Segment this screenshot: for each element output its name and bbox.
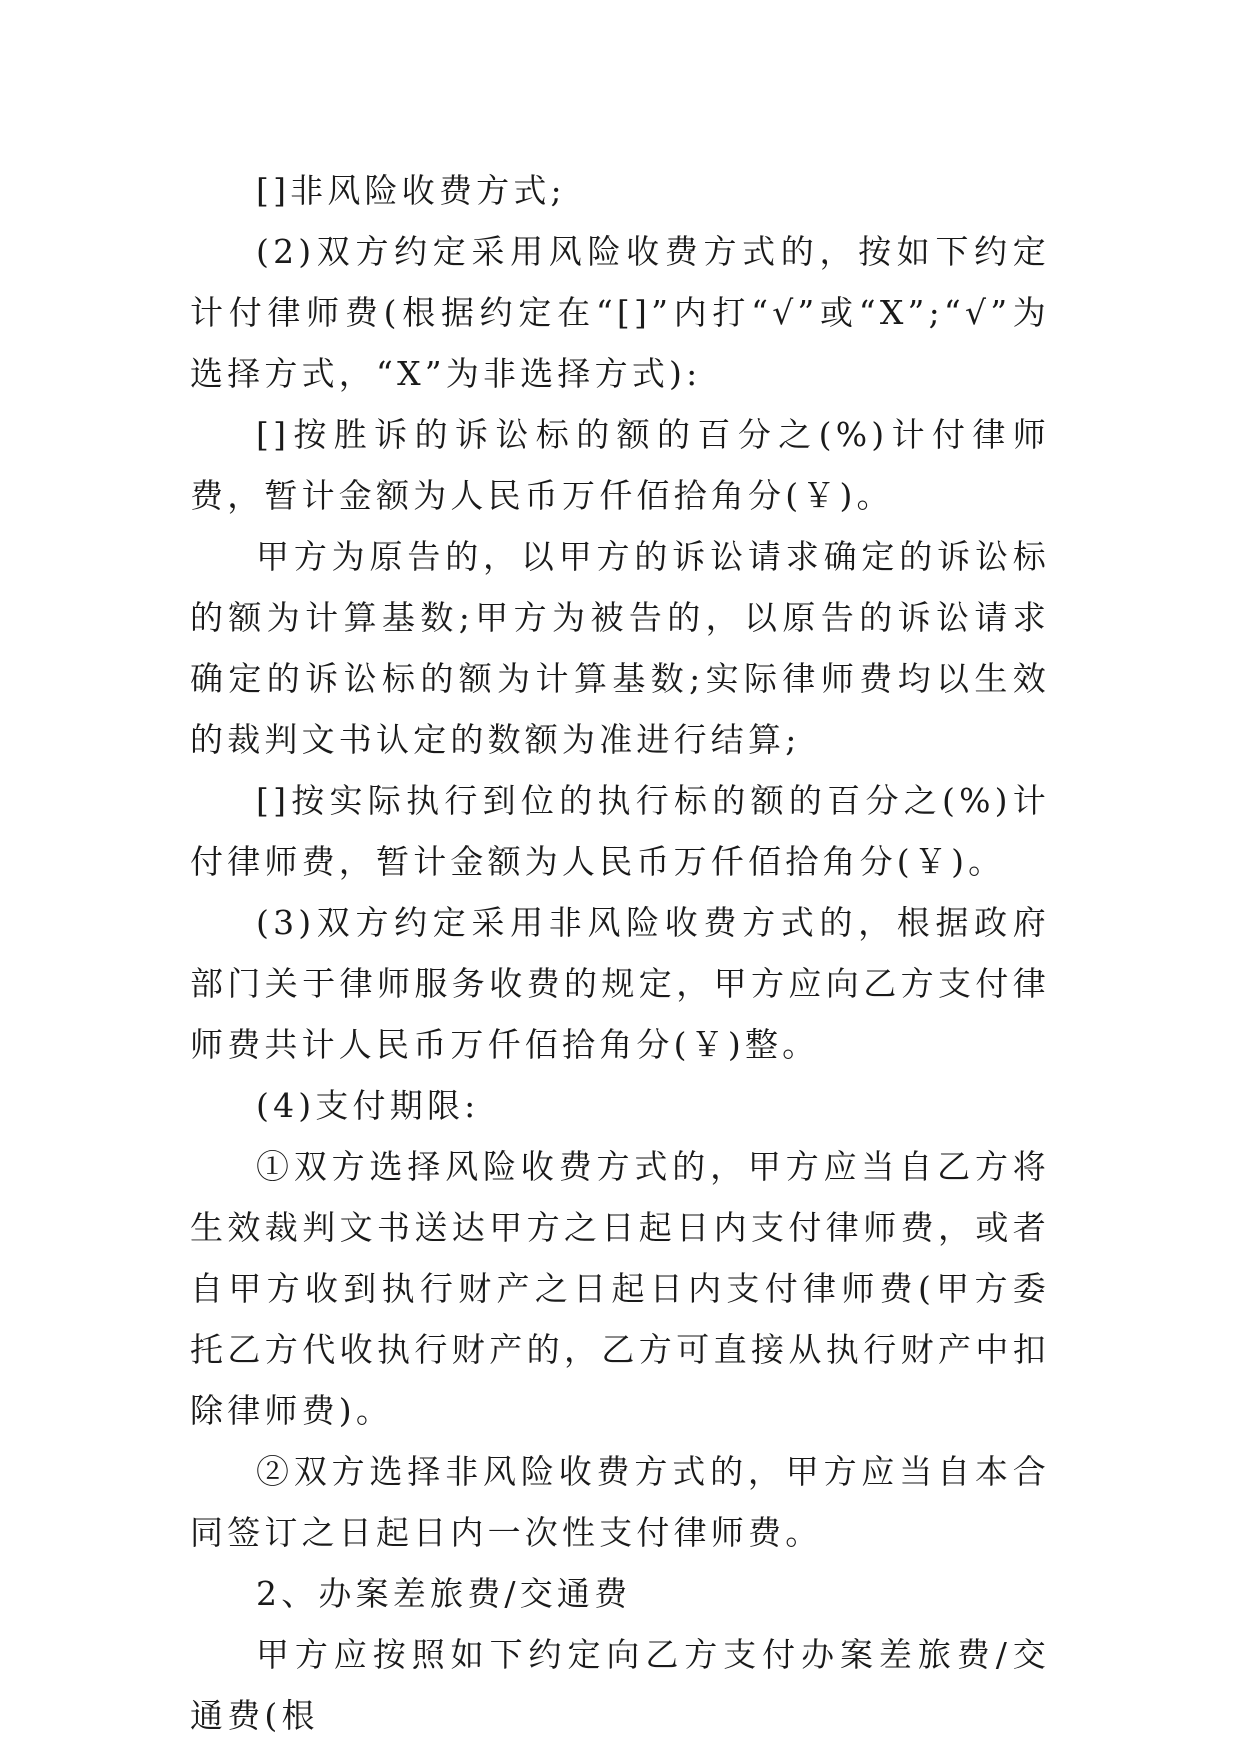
paragraph-non-risk-payment-deadline: ②双方选择非风险收费方式的，甲方应当自本合同签订之日起日内一次性支付律师费。 xyxy=(190,1452,1050,1552)
section-heading-travel-expenses: 2、办案差旅费/交通费 xyxy=(256,1574,632,1613)
paragraph-risk-fee-terms: (2)双方约定采用风险收费方式的，按如下约定计付律师费(根据约定在“[]”内打“√”或“X”;“√”为选择方式，“X”为非选择方式): xyxy=(190,232,1050,393)
paragraph-travel-expenses: 甲方应按照如下约定向乙方支付办案差旅费/交通费(根 xyxy=(190,1635,1050,1735)
paragraph-payment-deadline-heading: (4)支付期限: xyxy=(256,1086,480,1125)
paragraph-non-risk-fee-terms: (3)双方约定采用非风险收费方式的，根据政府部门关于律师服务收费的规定，甲方应向乙方支付律师费共计人民币万仟佰拾角分(￥)整。 xyxy=(190,903,1050,1064)
paragraph-calculation-basis: 甲方为原告的，以甲方的诉讼请求确定的诉讼标的额为计算基数;甲方为被告的，以原告的诉讼请求确定的诉讼标的额为计算基数;实际律师费均以生效的裁判文书认定的数额为准进行结算; xyxy=(190,537,1050,759)
paragraph-non-risk-fee-option: []非风险收费方式; xyxy=(256,171,566,210)
paragraph-execution-percentage-option: []按实际执行到位的执行标的额的百分之(%)计付律师费，暂计金额为人民币万仟佰拾角分(￥)。 xyxy=(190,781,1050,881)
paragraph-risk-payment-deadline: ①双方选择风险收费方式的，甲方应当自乙方将生效裁判文书送达甲方之日起日内支付律师费，或者自甲方收到执行财产之日起日内支付律师费(甲方委托乙方代收执行财产的，乙方可直接从执行财产中扣除律师费)。 xyxy=(190,1147,1050,1430)
document-page xyxy=(190,160,1050,1746)
paragraph-litigation-percentage-option: []按胜诉的诉讼标的额的百分之(%)计付律师费，暂计金额为人民币万仟佰拾角分(￥)。 xyxy=(190,415,1050,515)
